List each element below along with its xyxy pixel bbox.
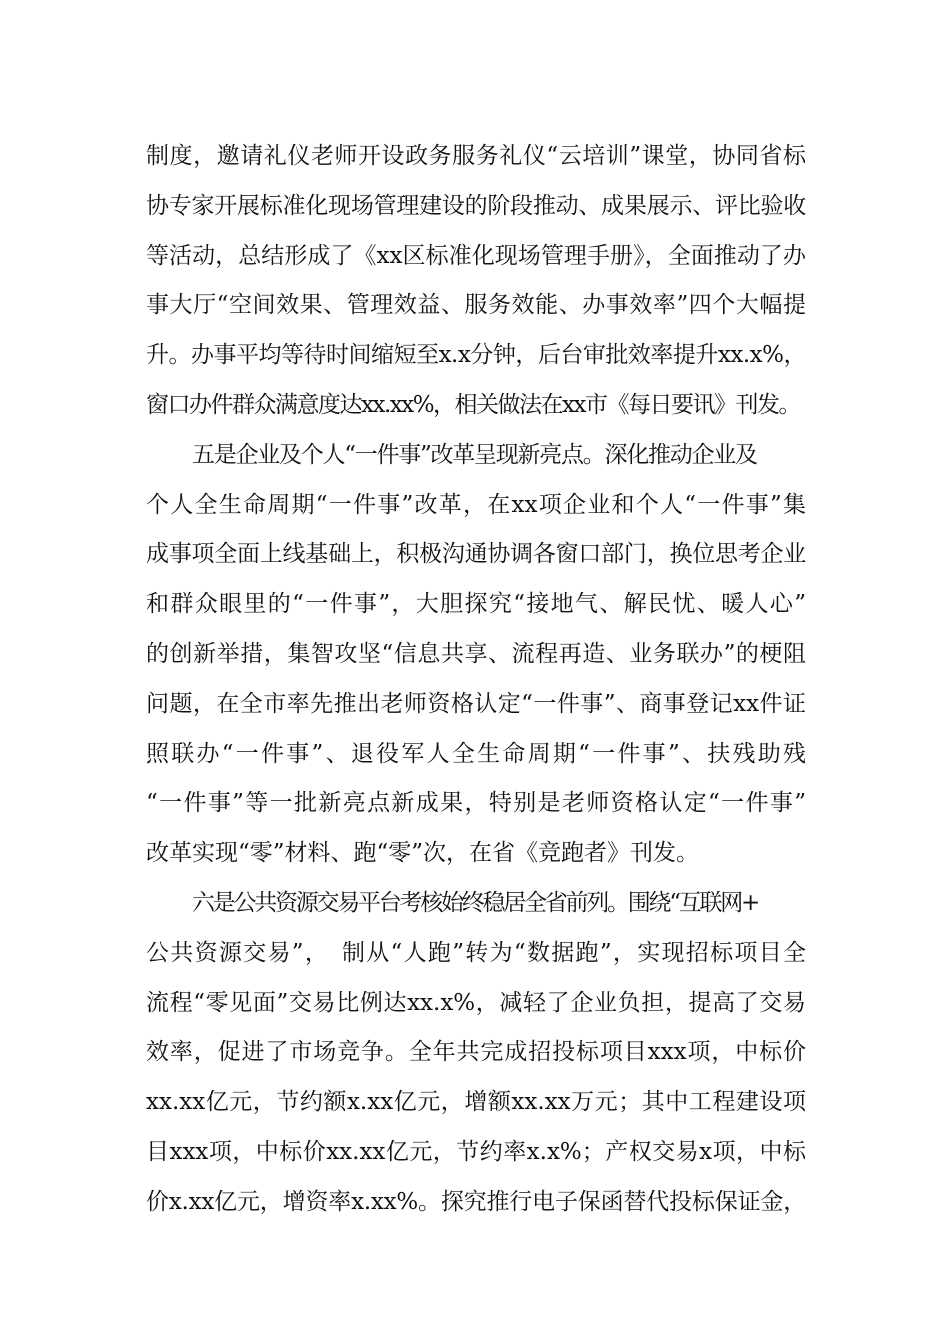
paragraph-3 [146,879,806,1228]
text-line: 事大厅“空间效果、管理效益、服务效能、办事效率”四个大幅提 [146,292,806,319]
text-line: 六是公共资源交易平台考核始终稳居全省前列。围绕“互联网+ [192,889,759,916]
text-line: 协专家开展标准化现场管理建设的阶段推动、成果展示、评比验收 [146,192,806,219]
text-line: 和群众眼里的“一件事”，大胆探究“接地气、解民忧、暖人心” [146,591,806,618]
text-line: 的创新举措，集智攻坚“信息共享、流程再造、业务联办”的梗阻 [146,640,806,667]
paragraph-1 [146,132,806,431]
text-line: 效率，促进了市场竞争。全年共完成招投标项目xxx项，中标价 [146,1039,806,1066]
text-line: 照联办“一件事”、退役军人全生命周期“一件事”、扶残助残 [146,740,806,767]
text-line: 升。办事平均等待时间缩短至x.x分钟，后台审批效率提升xx.x%， [146,342,806,369]
text-line: “一件事”等一批新亮点新成果，特别是老师资格认定“一件事” [146,790,806,817]
text-line: 成事项全面上线基础上，积极沟通协调各窗口部门，换位思考企业 [146,541,806,568]
text-line: 问题，在全市率先推出老师资格认定“一件事”、商事登记xx件证 [146,690,806,717]
text-line: 改革实现“零”材料、跑“零”次，在省《竞跑者》刊发。 [146,840,700,867]
text-line: 流程“零见面”交易比例达xx.x%，减轻了企业负担，提高了交易 [146,989,806,1016]
text-line: 个人全生命周期“一件事”改革，在xx项企业和个人“一件事”集 [146,491,806,518]
text-line: xx.xx亿元，节约额x.xx亿元，增额xx.xx万元；其中工程建设项 [146,1089,806,1116]
body-text [146,132,806,1228]
text-line: 公共资源交易”， 制从“人跑”转为“数据跑”，实现招标项目全 [146,939,806,966]
text-line: 目xxx项，中标价xx.xx亿元，节约率x.x%；产权交易x项，中标 [146,1138,806,1165]
text-line: 价x.xx亿元，增资率x.xx%。探究推行电子保函替代投标保证金， [146,1188,806,1215]
text-line: 窗口办件群众满意度达xx.xx%，相关做法在xx市《每日要讯》刊发。 [146,391,800,418]
paragraph-2 [146,431,806,879]
text-line: 制度，邀请礼仪老师开设政务服务礼仪“云培训”课堂，协同省标 [146,143,806,169]
text-line: 五是企业及个人“一件事”改革呈现新亮点。深化推动企业及 [192,441,757,468]
text-line: 等活动，总结形成了《xx区标准化现场管理手册》，全面推动了办 [146,242,806,269]
